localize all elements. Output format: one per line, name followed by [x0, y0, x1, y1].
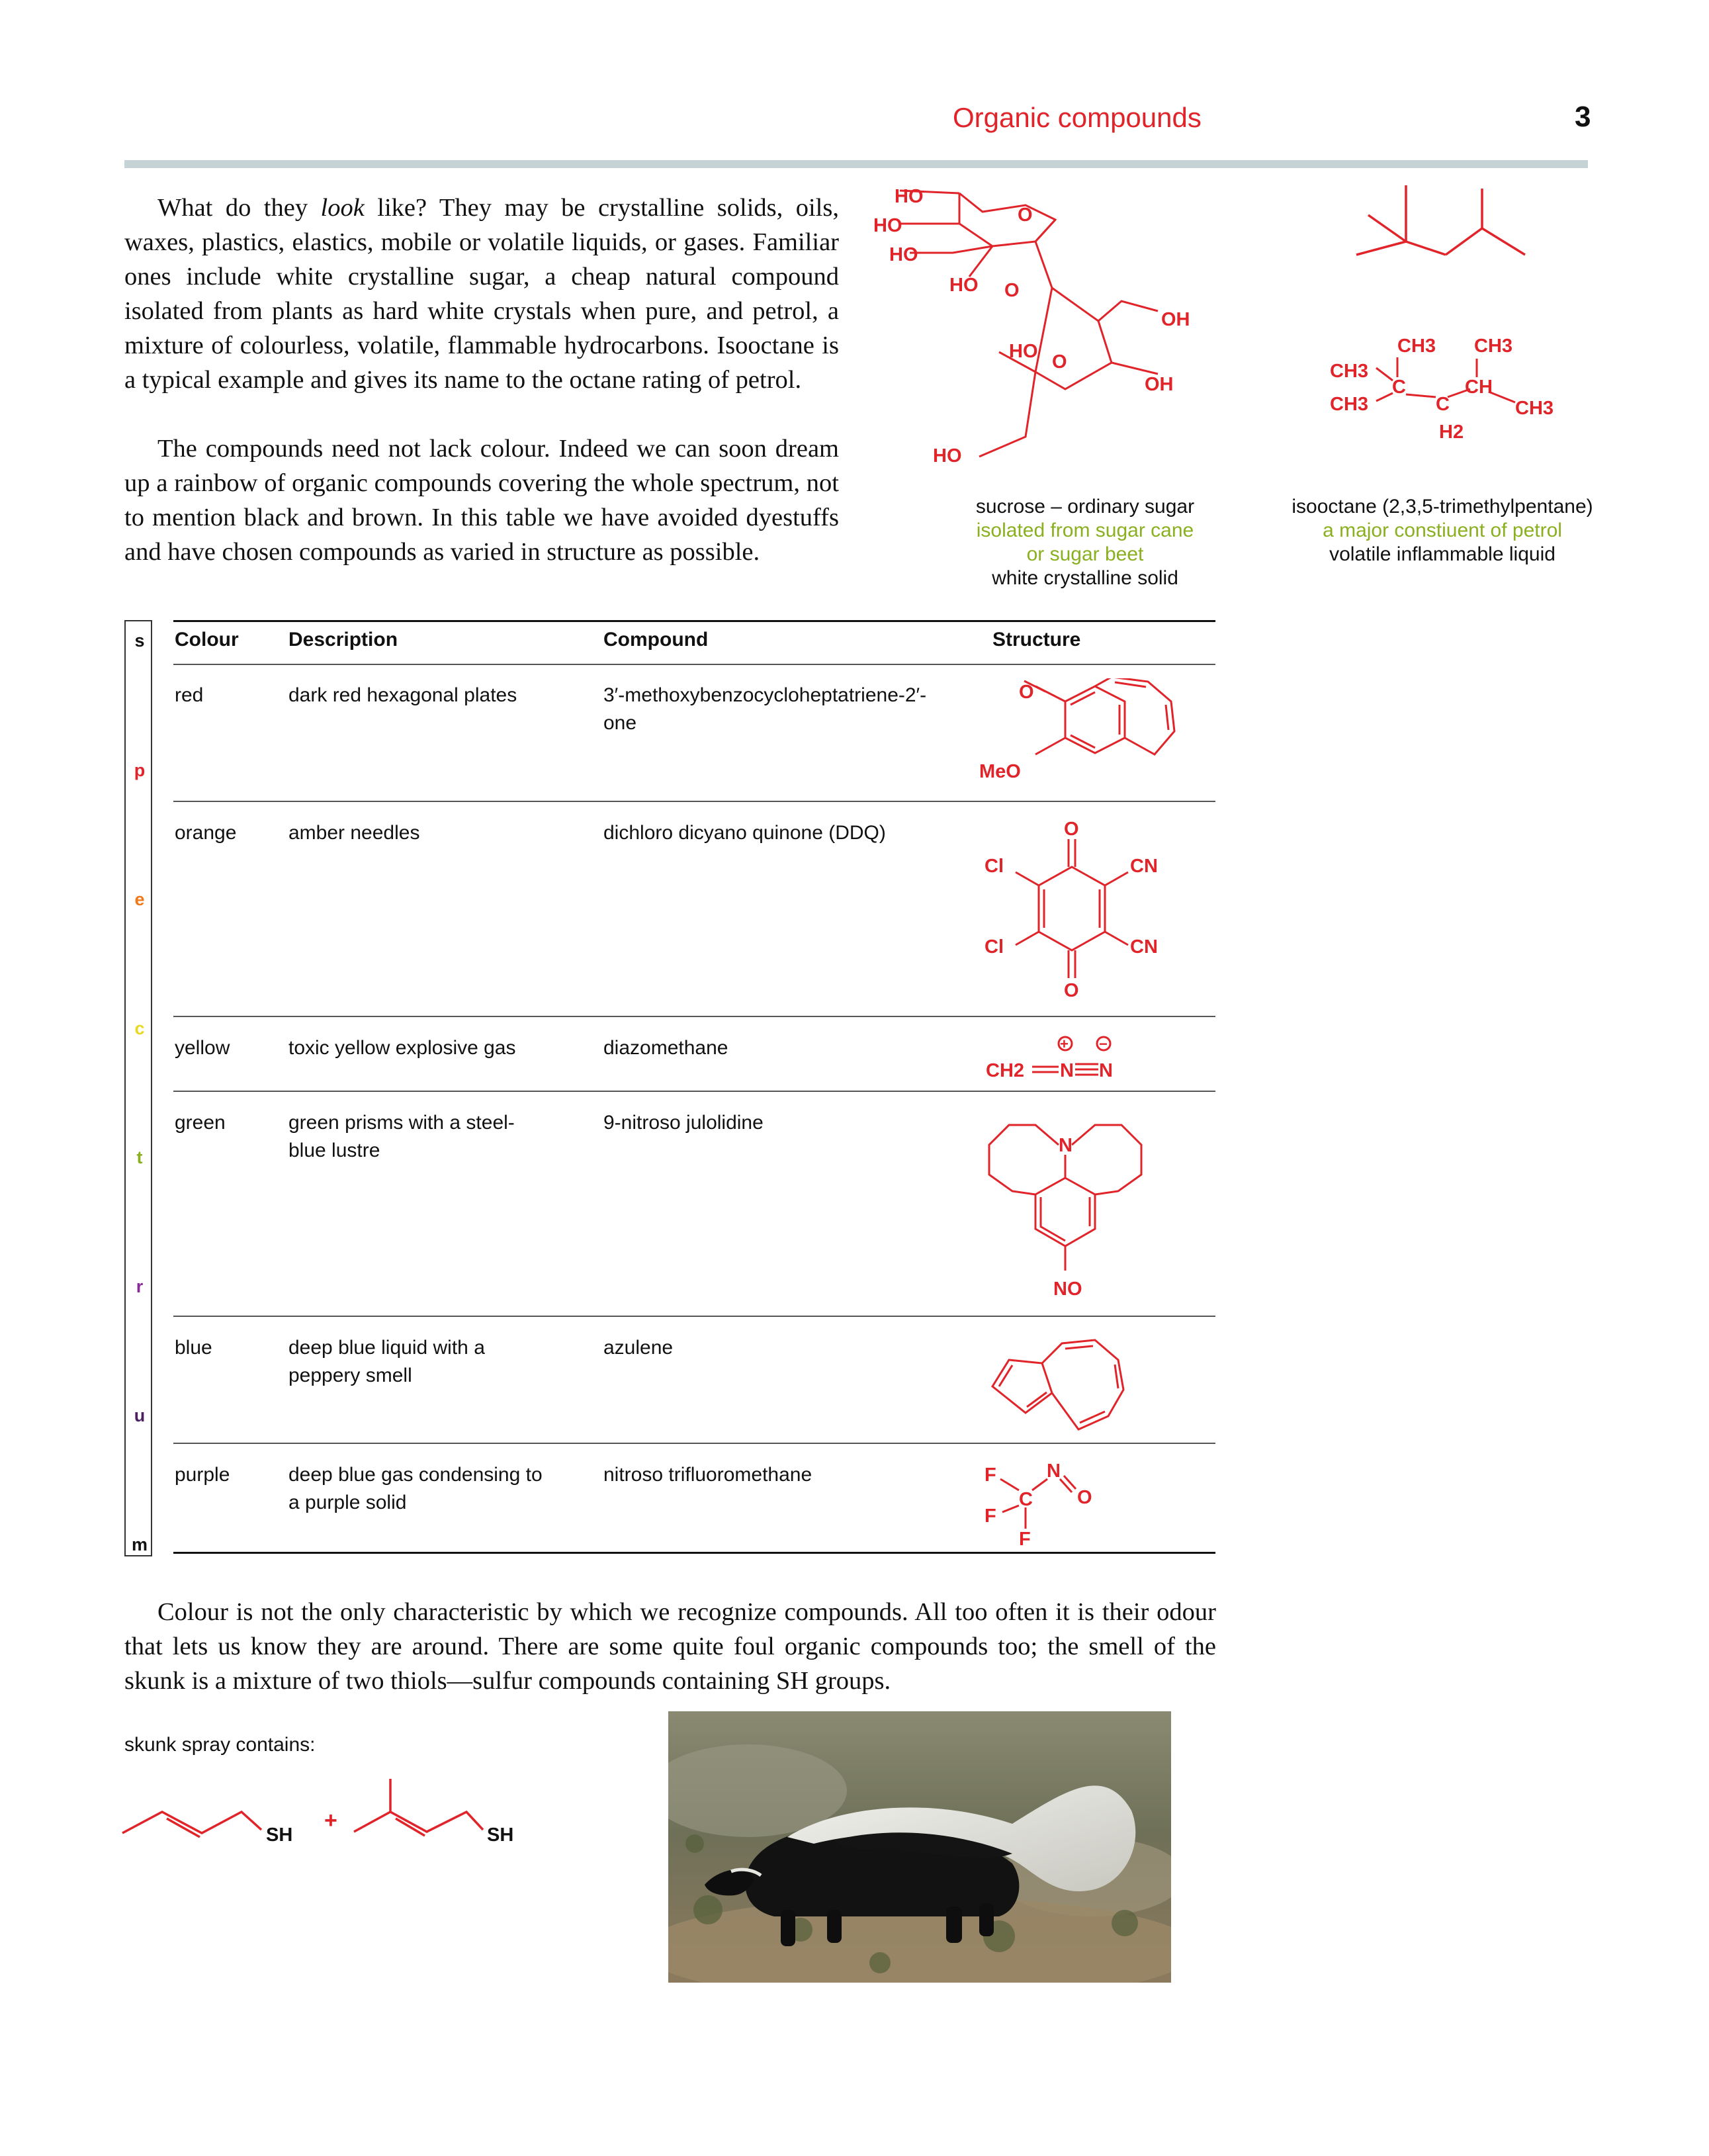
table-header-compound: Compound	[603, 629, 709, 651]
table-cell-colour: green	[175, 1112, 226, 1134]
structure-label: N	[1060, 1060, 1074, 1081]
structure-label: CH2	[986, 1060, 1025, 1081]
sucrose-label: O	[1052, 351, 1067, 373]
spectrum-letter: p	[134, 760, 146, 780]
table-header-description: Description	[288, 629, 398, 651]
isooctane-label: C	[1392, 377, 1406, 398]
structure-label: Cl	[985, 856, 1004, 877]
sucrose-label: HO	[895, 186, 924, 207]
structure-label: O	[1019, 682, 1034, 703]
table-cell-colour: purple	[175, 1464, 230, 1486]
plus-sign: +	[324, 1808, 337, 1833]
structure-label: N	[1059, 1135, 1073, 1156]
isooctane-caption: isooctane (2,3,5-trimethylpentane) a major constiuent of petrol volatile inflammable liquid	[1292, 496, 1593, 565]
intro-paragraph-1: What do they look like? They may be crystalline solids, oils, waxes, plastics, elastics, mobile or volatile liquids, or gases. Familiar ones include white crystalline sugar, a cheap natural compound isolated from plants as hard white crystals when pure, and petrol, a mixture of colourless, volatile, flammable hydrocarbons. Isooctane is a typical example and gives its name to the octane rating of petrol.	[124, 194, 839, 394]
table-cell-colour: yellow	[175, 1037, 230, 1059]
running-head: Organic compounds	[953, 102, 1202, 133]
table-header-rule	[173, 664, 1215, 665]
table-header-colour: Colour	[175, 629, 239, 651]
table-cell-compound: nitroso trifluoromethane	[603, 1464, 812, 1486]
table-row-rule	[173, 1016, 1215, 1017]
table-cell-compound: 9-nitroso julolidine	[603, 1112, 764, 1134]
spectrum-letter: m	[131, 1535, 148, 1554]
table-top-rule	[173, 620, 1215, 622]
structure-label: −	[1099, 1036, 1108, 1052]
structure-label: CN	[1130, 936, 1158, 958]
structure-label: O	[1064, 980, 1079, 1001]
sucrose-structure	[860, 179, 1231, 483]
structure-label: C	[1019, 1489, 1033, 1510]
table-cell-description: green prisms with a steel-blue lustre	[288, 1112, 515, 1161]
skunk-thiols-structures	[119, 1767, 556, 1853]
isooctane-label: CH3	[1515, 398, 1554, 419]
structure-ddq	[979, 821, 1178, 1012]
sucrose-label: OH	[1145, 374, 1174, 395]
closing-paragraph: Colour is not the only characteristic by which we recognize compounds. All too often it is their odour that lets us know they are around. There are some quite foul organic compounds too; the smell of the skunk is a mixture of two thiols—sulfur compounds containing SH groups.	[124, 1598, 1216, 1695]
sucrose-label: HO	[1009, 341, 1038, 362]
sucrose-label: O	[1018, 204, 1033, 226]
isooctane-label: CH3	[1330, 361, 1369, 382]
intro-paragraph-2: The compounds need not lack colour. Indeed we can soon dream up a rainbow of organic compounds covering the whole spectrum, not to mention black and brown. In this table we have avoided dyestuffs and have chosen compounds as varied in structure as possible.	[124, 435, 839, 566]
sucrose-label: HO	[873, 215, 902, 236]
table-row-rule	[173, 1443, 1215, 1444]
structure-label: O	[1077, 1487, 1092, 1508]
structure-label: N	[1099, 1060, 1113, 1081]
table-cell-compound: diazomethane	[603, 1037, 728, 1059]
table-cell-colour: red	[175, 684, 204, 706]
structure-label: N	[1047, 1460, 1061, 1482]
spectrum-letter: r	[136, 1277, 144, 1296]
table-cell-colour: orange	[175, 822, 237, 844]
isooctane-condensed	[1323, 324, 1575, 457]
table-row-rule	[173, 1316, 1215, 1317]
sucrose-label: OH	[1161, 309, 1190, 330]
thiol-label: SH	[266, 1824, 293, 1846]
thiol-label: SH	[487, 1824, 514, 1846]
structure-label: +	[1060, 1036, 1069, 1052]
spectrum-letter: u	[134, 1406, 146, 1425]
table-cell-description: amber needles	[288, 822, 420, 844]
structure-label: O	[1064, 821, 1079, 840]
structure-label: MeO	[979, 761, 1021, 782]
isooctane-label: CH3	[1474, 336, 1513, 357]
table-row-rule	[173, 1091, 1215, 1092]
page-number: 3	[1575, 101, 1591, 133]
structure-label: F	[1019, 1529, 1031, 1550]
structure-azulene	[979, 1324, 1164, 1443]
structure-label: NO	[1053, 1279, 1082, 1300]
isooctane-label: CH	[1465, 377, 1493, 398]
spectrum-box	[124, 620, 152, 1556]
structure-nitroso-julolidine	[979, 1108, 1164, 1314]
table-cell-compound: 3′-methoxybenzocycloheptatriene-2′-one	[603, 684, 927, 734]
isooctane-label: CH3	[1397, 336, 1436, 357]
sucrose-caption: sucrose – ordinary sugar isolated from sugar cane or sugar beet white crystalline solid	[975, 496, 1195, 589]
isooctane-label: CH3	[1330, 394, 1369, 415]
skunk-caption: skunk spray contains:	[124, 1734, 316, 1756]
table-cell-description: toxic yellow explosive gas	[288, 1037, 516, 1059]
table-cell-description: deep blue liquid with a peppery smell	[288, 1337, 485, 1386]
spectrum-letter: e	[134, 889, 145, 909]
structure-benzocycloheptatrienone	[979, 678, 1231, 797]
sucrose-label: HO	[933, 445, 962, 467]
table-cell-compound: azulene	[603, 1337, 674, 1359]
header-rule	[124, 160, 1588, 168]
isooctane-skeletal	[1350, 179, 1548, 271]
sucrose-label: HO	[949, 275, 979, 296]
table-header-structure: Structure	[992, 629, 1081, 651]
table-cell-compound: dichloro dicyano quinone (DDQ)	[603, 822, 886, 844]
structure-nitroso-trifluoromethane	[979, 1456, 1125, 1555]
table-cell-description: dark red hexagonal plates	[288, 684, 517, 706]
spectrum-letter: c	[134, 1018, 145, 1038]
sucrose-label: O	[1004, 280, 1020, 301]
skunk-photo	[668, 1711, 1171, 1983]
structure-label: Cl	[985, 936, 1004, 958]
structure-diazomethane	[979, 1032, 1178, 1085]
sucrose-label: HO	[889, 244, 918, 265]
table-cell-description: deep blue gas condensing to a purple solid	[288, 1464, 543, 1513]
spectrum-letter: t	[136, 1147, 143, 1167]
structure-label: F	[985, 1505, 996, 1527]
isooctane-label: C	[1436, 394, 1450, 415]
structure-label: CN	[1130, 856, 1158, 877]
isooctane-label: H2	[1439, 422, 1464, 443]
structure-label: F	[985, 1464, 996, 1486]
spectrum-letter: s	[134, 631, 145, 651]
table-cell-colour: blue	[175, 1337, 212, 1359]
table-row-rule	[173, 801, 1215, 802]
